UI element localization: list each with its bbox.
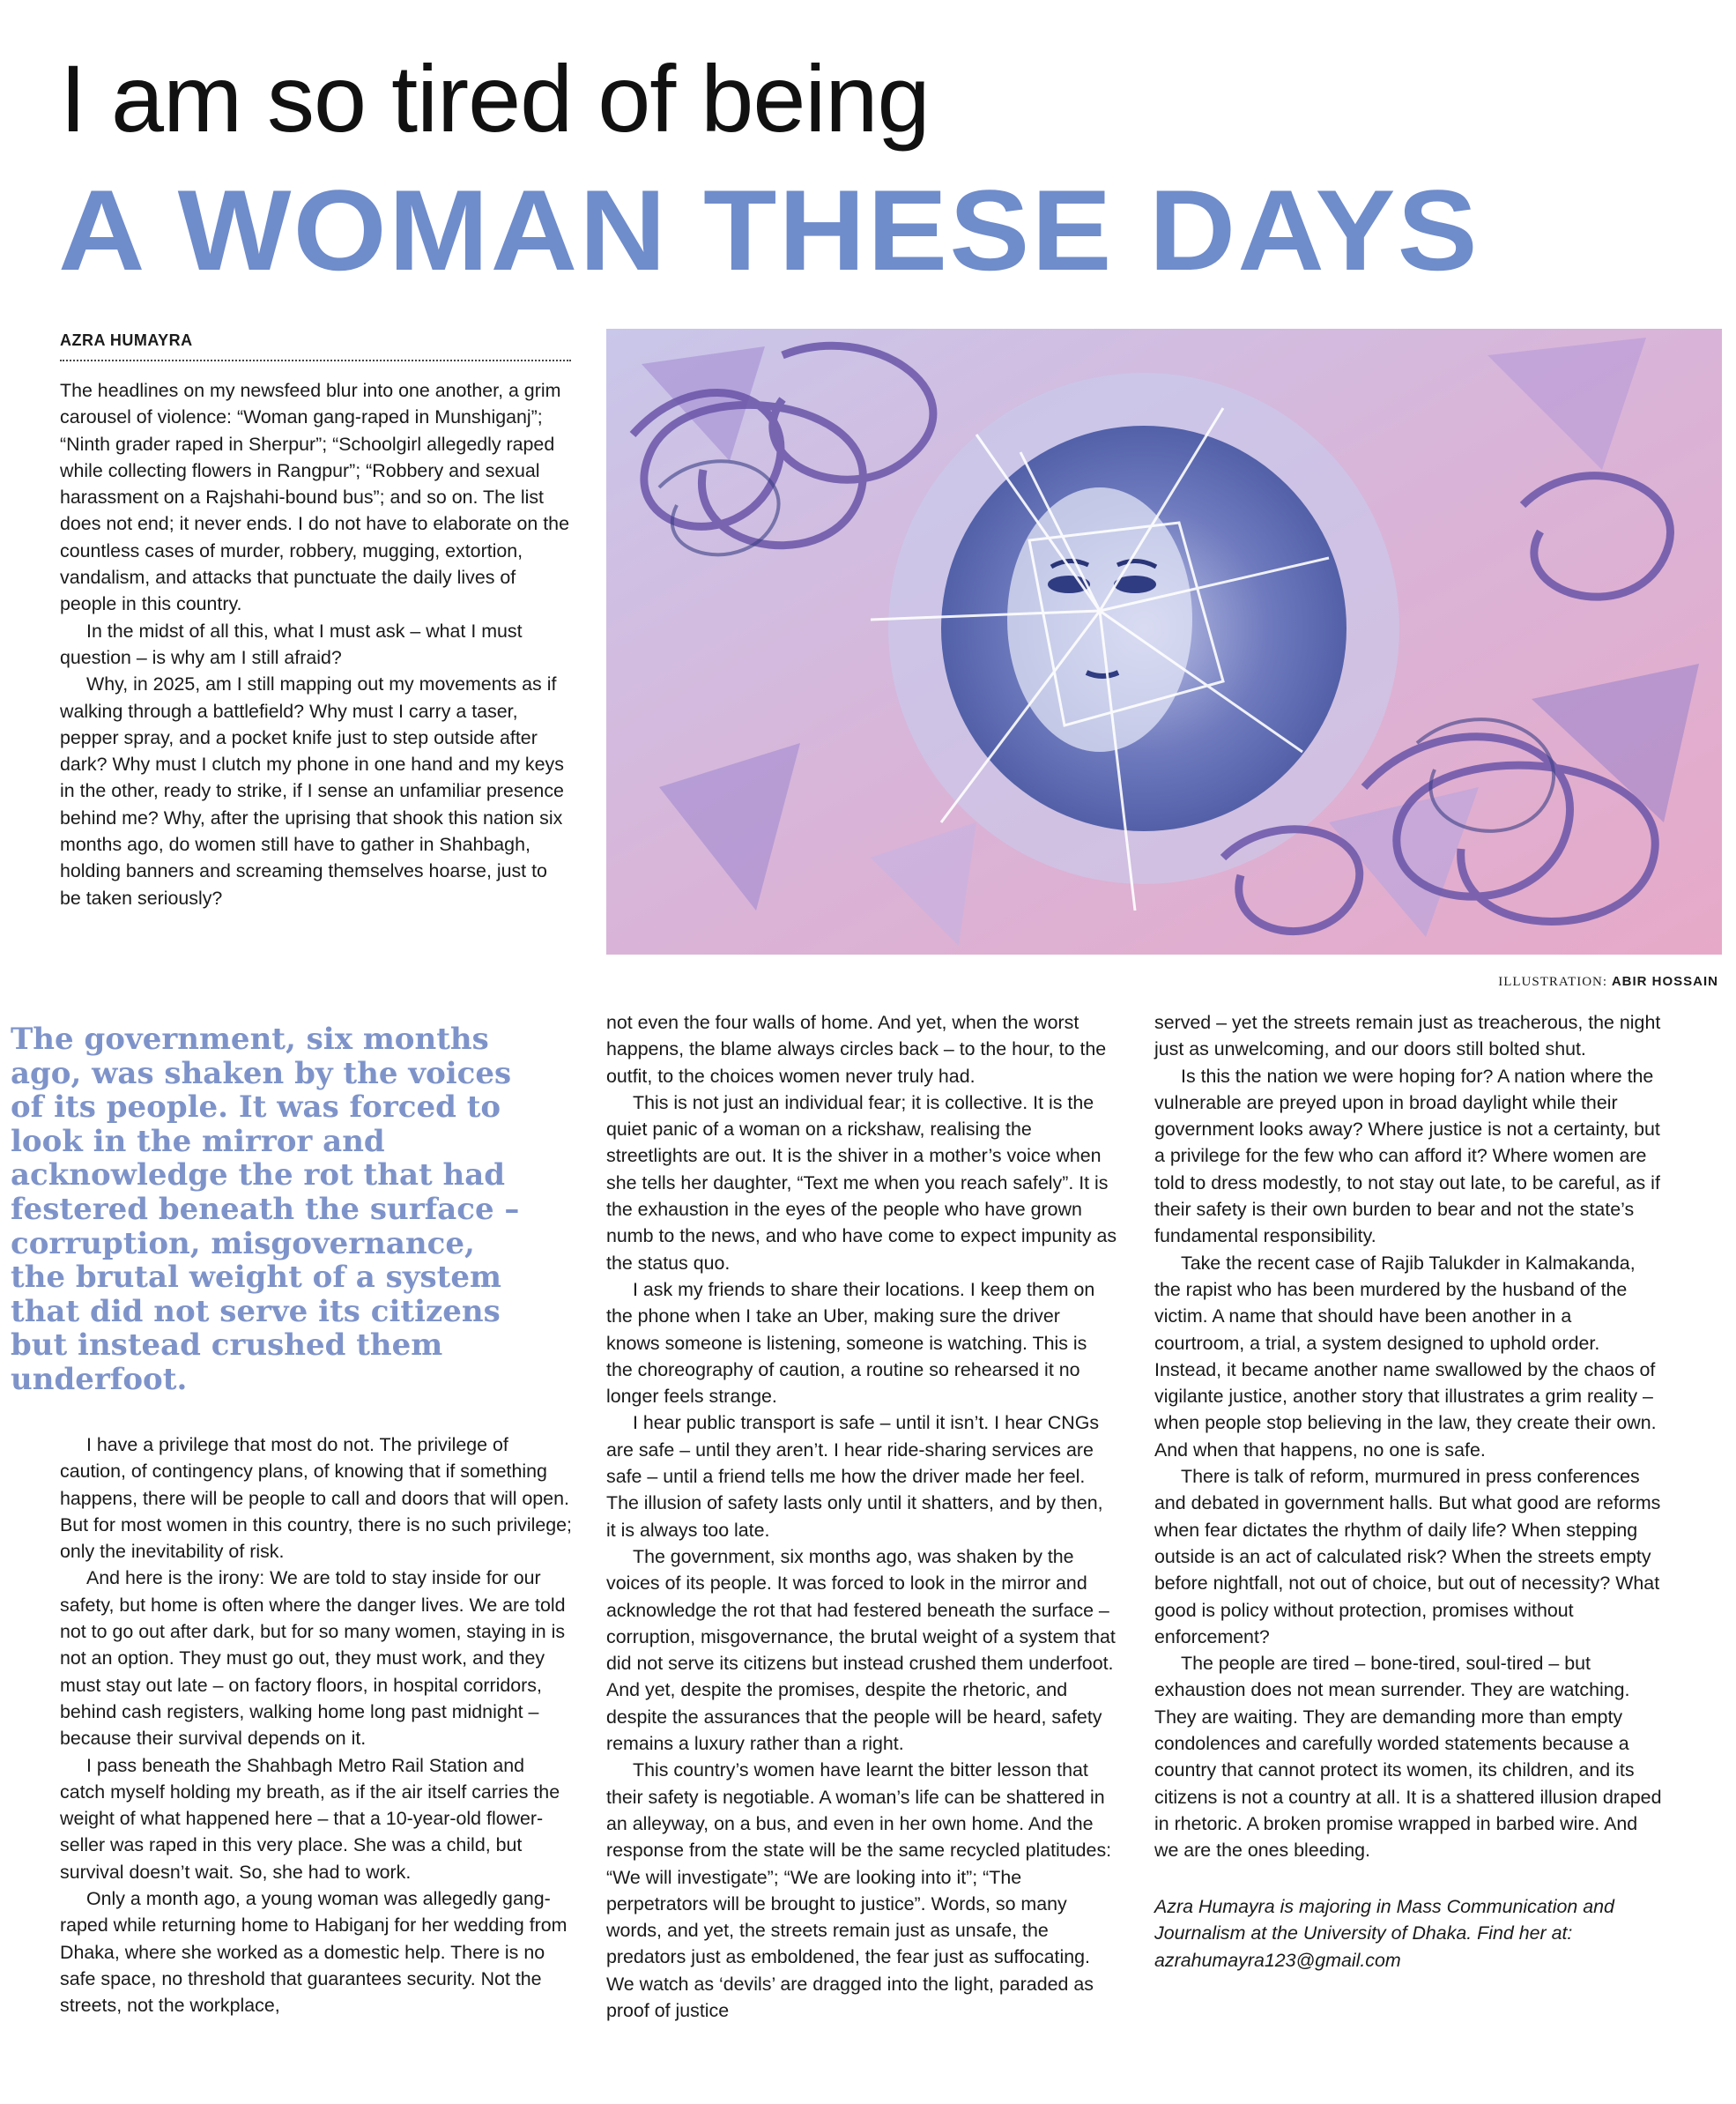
byline: AZRA HUMAYRA: [60, 331, 193, 349]
paragraph: I pass beneath the Shahbagh Metro Rail Station and catch myself holding my breath, as if the air itself carries the weight of what happened here – that a 10-year-old flower-seller was raped in this very place. She was a child, but survival doesn’t wait. So, she had to work.: [60, 1754, 560, 1883]
paragraph: And here is the irony: We are told to stay inside for our safety, but home is often where the danger lives. We are told not to go out after dark, but for so many women, staying in is not an option. They must go out, they must work, and they must stay out late – on factory floors, in hospital corridors, behind cash registers, walking home long past midnight – because their survival depends on it.: [60, 1567, 566, 1750]
paragraph: This is not just an individual fear; it is collective. It is the quiet panic of a woman on a rickshaw, realising the streetlights are out. It is the shiver in a mother’s voice when she tells her daughter, “Text me when you reach safely”. It is the exhaustion in the eyes of the people who have grown numb to the news, and who have come to expect impunity as the status quo.: [606, 1091, 1117, 1274]
paragraph: The people are tired – bone-tired, soul-tired – but exhaustion does not mean surrender. They are watching. They are waiting. They are demanding more than empty condolences and carefully worded statements because a country that cannot protect its women, its children, and its citizens is not a country at all. It is a shattered illusion draped in rhetoric. A broken promise wrapped in barbed wire. And we are the ones bleeding.: [1154, 1653, 1662, 1862]
paragraph: Take the recent case of Rajib Talukder in Kalmakanda, the rapist who has been murdered by the husband of the victim. A name that should have been another in a courtroom, a trial, a system designed to uphold order. Instead, it became another name swallowed by the chaos of vigilante justice, another story that illustrates a grim reality – when people stop believing in the law, they create their own. And when that happens, no one is safe.: [1154, 1252, 1657, 1461]
shattered-face-illustration: [606, 329, 1722, 955]
author-bio: Azra Humayra is majoring in Mass Communication and Journalism at the University of Dhaka. Find her at: azrahumayra123@gmail.com: [1154, 1896, 1614, 1971]
column-2: [606, 1009, 1117, 2024]
illustration: [606, 329, 1722, 955]
paragraph: The headlines on my newsfeed blur into one another, a grim carousel of violence: “Woman gang-raped in Munshiganj”; “Ninth grader raped in Sherpur”; “Schoolgirl allegedly raped while collecting flowers in Rangpur”; “Robbery and sexual harassment on a Rajshahi-bound bus”; and so on. The list does not end; it never ends. I do not have to elaborate on the countless cases of murder, robbery, mugging, extortion, vandalism, and attacks that punctuate the daily lives of people in this country.: [60, 380, 569, 615]
paragraph: Only a month ago, a young woman was allegedly gang-raped while returning home to Habiganj for her wedding from Dhaka, where she worked as a domestic help. There is no safe space, no threshold that guarantees security. Not the streets, not the workplace,: [60, 1888, 568, 2017]
paragraph: I have a privilege that most do not. The privilege of caution, of contingency plans, of knowing that if something happens, there will be people to call and doors that will open. But for most women in this country, there is no such privilege; only the inevitability of risk.: [60, 1434, 572, 1563]
pull-quote: The government, six months ago, was shaken by the voices of its people. It was forced to look in the mirror and acknowledge the rot that had festered beneath the surface – corruption, misgovernance, the brutal weight of a system that did not serve its citizens but instead crushed them underfoot.: [11, 1022, 520, 1397]
column-1-bottom: [60, 1431, 573, 2019]
paragraph: Is this the nation we were hoping for? A nation where the vulnerable are preyed upon in broad daylight while their government looks away? Where justice is not a certainty, but a privilege for the few who can afford it? Where women are told to dress modestly, to not stay out late, to be careful, as if their safety is their own burden to bear and not the state’s fundamental responsibility.: [1154, 1065, 1660, 1247]
paragraph: I hear public transport is safe – until it isn’t. I hear CNGs are safe – until they aren’t. I hear ride-sharing services are safe – until a friend tells me how the driver made her feel. The illusion of safety lasts only until it shatters, and by then, it is always too late.: [606, 1412, 1103, 1541]
paragraph: There is talk of reform, murmured in press conferences and debated in government halls. But what good are reforms when fear dictates the rhythm of daily life? When stepping outside is an act of calculated risk? When the streets empty before nightfall, not out of choice, but out of necessity? What good is policy without protection, promises without enforcement?: [1154, 1466, 1661, 1647]
paragraph: not even the four walls of home. And yet, when the worst happens, the blame always circles back – to the hour, to the outfit, to the choices women never truly had.: [606, 1012, 1107, 1087]
headline-line1: I am so tired of being: [60, 45, 930, 152]
paragraph: The government, six months ago, was shaken by the voices of its people. It was forced to look in the mirror and acknowledge the rot that had festered beneath the surface – corruption, misgovernance, the brutal weight of a system that did not serve its citizens but instead crushed them underfoot. And yet, despite the promises, despite the rhetoric, and despite the assurances that the people will be heard, safety remains a luxury rather than a right.: [606, 1545, 1116, 1755]
paragraph: Why, in 2025, am I still mapping out my movements as if walking through a battlefield? Why must I carry a taser, pepper spray, and a pocket knife just to step outside after dark? Why must I clutch my phone in one hand and my keys in the other, ready to strike, if I sense an unfamiliar presence behind me? Why, after the uprising that shook this nation six months ago, do women still have to gather in Shahbagh, holding banners and screaming themselves hoarse, just to be taken seriously?: [60, 673, 564, 909]
paragraph: This country’s women have learnt the bitter lesson that their safety is negotiable. A woman’s life can be shattered in an alleyway, on a bus, and even in her own home. And the response from the state will be the same recycled platitudes: “We will investigate”; “We are looking into it”; “The perpetrators will be brought to justice”. Words, so many words, and yet, the streets remain just as unsafe, the predators just as emboldened, the fear just as suffocating. We watch as ‘devils’ are dragged into the light, paraded as proof of justice: [606, 1759, 1112, 2021]
column-1-top: [60, 377, 573, 911]
illustration-credit: [1498, 974, 1718, 990]
column-3: [1154, 1009, 1666, 1864]
byline-rule: [60, 360, 571, 361]
paragraph: In the midst of all this, what I must ask – what I must question – is why am I still afraid?: [60, 620, 523, 668]
credit-name: ABIR HOSSAIN: [1611, 974, 1718, 989]
paragraph: I ask my friends to share their locations. I keep them on the phone when I take an Uber, making sure the driver knows someone is listening, someone is watching. This is the choreography of caution, a routine so rehearsed it no longer feels strange.: [606, 1278, 1095, 1408]
headline-line2: A WOMAN THESE DAYS: [58, 166, 1480, 294]
paragraph: served – yet the streets remain just as treacherous, the night just as unwelcoming, and our doors still bolted shut.: [1154, 1012, 1661, 1060]
credit-label: ILLUSTRATION:: [1498, 975, 1608, 989]
